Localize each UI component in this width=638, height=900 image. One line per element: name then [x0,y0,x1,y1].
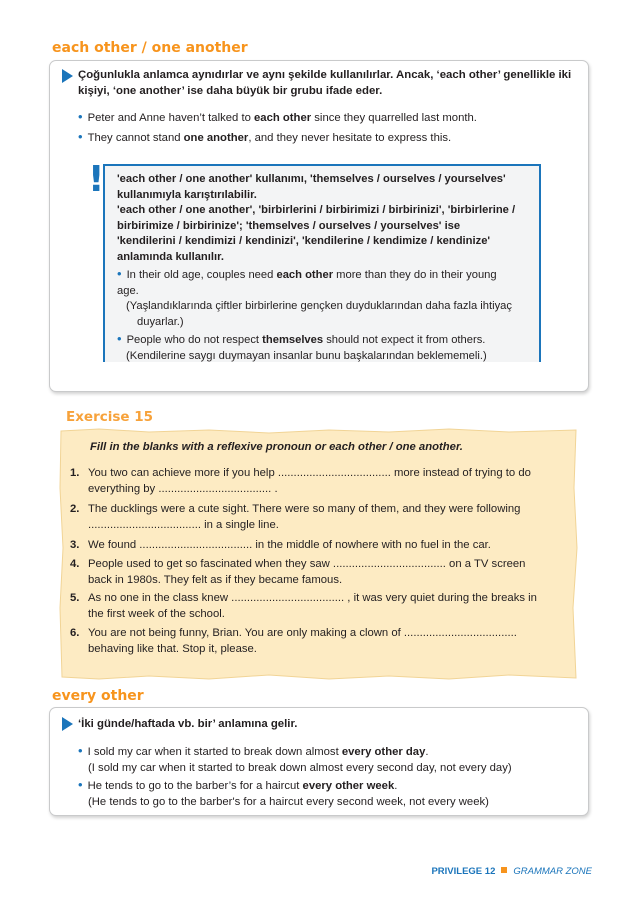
square-separator-icon [501,867,507,873]
exercise-item-3: 3. We found .................................... in the middle of nowhere with no fuel in the car. [70,539,491,551]
bullet-dot-icon: • [117,331,122,346]
exercise-item-6: 6. You are not being funny, Brian. You are only making a clown of .................................... behaving like that. Stop it, please. [70,627,517,656]
warning-note-text: 'each other / one another' kullanımı, 'themselves / ourselves / yourselves' kullanımıyla karıştırılabilir. 'each other / one another', 'birbirlerini / birbirimizi / birbirinizi', 'birbirlerine / birbirimize / birbirinize'; 'themselves / ourselves / yourselves' ise 'kendilerini / kendimizi / kendinizi', 'kendilerine / kendimize / kendinize' anlamında kullanılır. [117,173,516,263]
note-example-1: • In their old age, couples need each other more than they do in their young age. (Yaşlandıklarında çiftler birbirlerine gençken duyduklarından daha fazla ihtiyaç duyarlar.) [117,266,512,328]
every-other-intro: ‘İki günde/haftada vb. bir’ anlamına gelir. [78,718,298,730]
section-heading-every-other: every other [52,688,144,704]
example-bullet-2: • They cannot stand one another, and they never hesitate to express this. [78,129,452,144]
exercise-item-5: 5. As no one in the class knew .................................... , it was very quiet during the breaks in the first week of the school. [70,592,537,621]
exercise-instruction: Fill in the blanks with a reflexive pronoun or each other / one another. [90,441,463,453]
triangle-bullet-icon [62,69,73,83]
page-footer: PRIVILEGE 12 GRAMMAR ZONE [431,866,592,877]
every-other-bullet-1: • I sold my car when it started to break down almost every other day. (I sold my car when it started to break down almost every second day, not every day) [78,743,512,774]
every-other-bullet-2: • He tends to go to the barber’s for a haircut every other week. (He tends to go to the barber's for a haircut every second week, not every week) [78,777,489,808]
exclamation-icon: ! [88,159,105,200]
exercise-title: Exercise 15 [66,409,154,425]
bullet-dot-icon: • [78,743,83,758]
exercise-item-2: 2. The ducklings were a cute sight. There were so many of them, and they were following .................................... in a single line. [70,503,521,532]
example-bullet-1: • Peter and Anne haven’t talked to each other since they quarrelled last month. [78,109,477,124]
bullet-dot-icon: • [117,266,122,281]
triangle-bullet-icon [62,717,73,731]
note-example-2: • People who do not respect themselves should not expect it from others. (Kendilerine saygı duymayan insanlar bunu başkalarından beklememeli.) [117,331,487,362]
exercise-item-1: 1. You two can achieve more if you help .................................... more instead of trying to do everything by .................................... . [70,467,531,496]
bullet-dot-icon: • [78,109,83,124]
bullet-dot-icon: • [78,129,83,144]
exercise-item-4: 4. People used to get so fascinated when they saw .................................... on a TV screen back in 1980s. They felt as if they became famous. [70,558,526,587]
bullet-dot-icon: • [78,777,83,792]
section-heading-each-other: each other / one another [52,40,248,56]
rule-intro: Çoğunlukla anlamca aynıdırlar ve aynı şekilde kullanılırlar. Ancak, ‘each other’ genellikle iki kişiyi, ‘one another’ ise daha büyük bir grubu ifade eder. [78,69,572,97]
